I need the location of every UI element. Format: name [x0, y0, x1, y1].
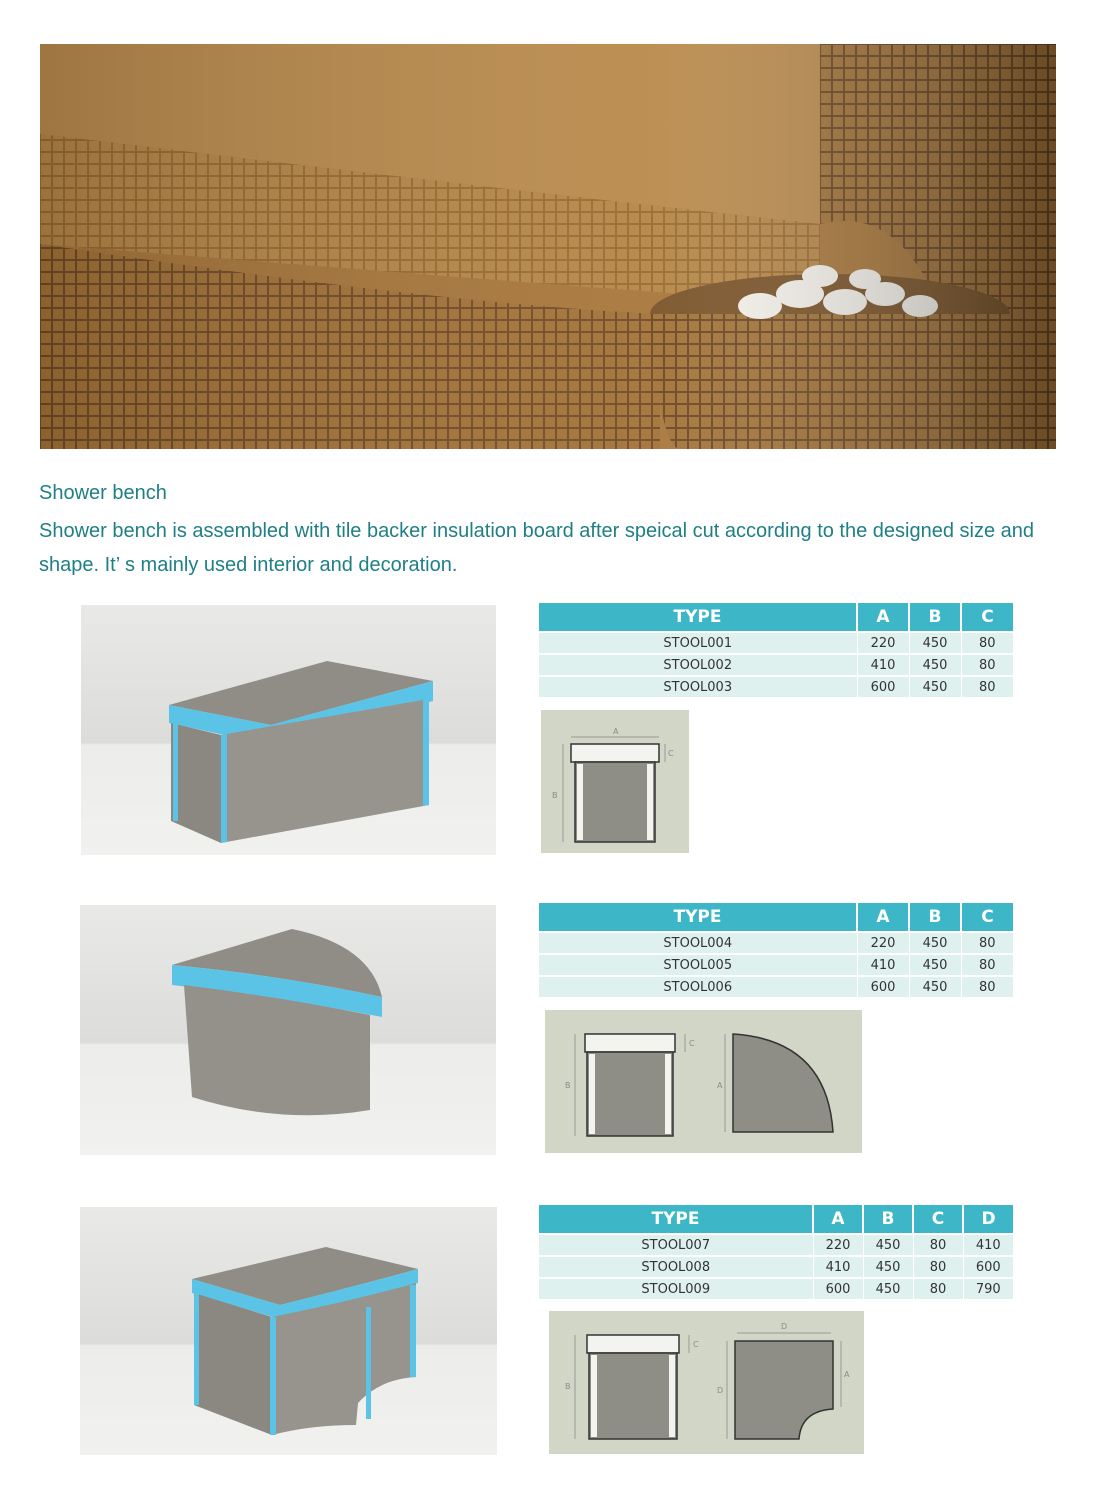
table-row [539, 932, 1013, 954]
header-b: B [909, 903, 961, 932]
header-a: A [857, 603, 909, 632]
header-type: TYPE [539, 903, 857, 932]
table-row [539, 1278, 1013, 1299]
cell-b: 450 [863, 1234, 913, 1256]
cell-c: 80 [913, 1234, 963, 1256]
dim-label-d-top: D [781, 1322, 788, 1331]
cell-c: 80 [913, 1256, 963, 1278]
header-a: A [857, 903, 909, 932]
cell-a: 410 [857, 954, 909, 976]
table-row [539, 654, 1013, 676]
cell-a: 220 [857, 632, 909, 654]
dim-label-c: C [689, 1039, 695, 1048]
cell-b: 450 [909, 632, 961, 654]
cell-b: 450 [909, 676, 961, 697]
table-header-row [539, 1205, 1013, 1234]
cell-type: STOOL005 [539, 954, 857, 976]
section-description: Shower bench is assembled with tile backer insulation board after speical cut according to the designed size and shape. It’ s mainly used interior and decoration. [39, 520, 1035, 576]
dim-label-c: C [668, 749, 674, 758]
dim-label-a: A [613, 727, 619, 736]
dim-label-a: A [717, 1081, 723, 1090]
dim-label-b: B [552, 791, 558, 800]
cell-c: 80 [961, 976, 1013, 997]
table-row [539, 954, 1013, 976]
section-heading: Shower bench [39, 482, 167, 504]
table-header-row [539, 903, 1013, 932]
header-b: B [909, 603, 961, 632]
cell-a: 220 [813, 1234, 863, 1256]
cell-b: 450 [909, 954, 961, 976]
header-a: A [813, 1205, 863, 1234]
cell-type: STOOL008 [539, 1256, 813, 1278]
cell-c: 80 [913, 1278, 963, 1299]
spec-table-2 [539, 903, 1013, 997]
cell-b: 450 [909, 976, 961, 997]
header-c: C [961, 603, 1013, 632]
stool-quarter-round-photo [80, 905, 496, 1155]
cell-a: 600 [813, 1278, 863, 1299]
cell-type: STOOL007 [539, 1234, 813, 1256]
cell-c: 80 [961, 654, 1013, 676]
table-row [539, 976, 1013, 997]
cell-b: 450 [909, 932, 961, 954]
table-row [539, 1234, 1013, 1256]
cell-c: 80 [961, 632, 1013, 654]
dim-label-a: A [844, 1370, 850, 1379]
cell-type: STOOL009 [539, 1278, 813, 1299]
drawing-3 [549, 1311, 864, 1454]
cell-type: STOOL001 [539, 632, 857, 654]
hero-steam-room-photo [40, 44, 1056, 449]
cell-c: 80 [961, 676, 1013, 697]
cell-d: 790 [963, 1278, 1013, 1299]
cell-b: 450 [863, 1256, 913, 1278]
cell-a: 600 [857, 976, 909, 997]
stool-corner-photo [80, 1207, 497, 1455]
header-type: TYPE [539, 1205, 813, 1234]
table-header-row [539, 603, 1013, 632]
cell-d: 410 [963, 1234, 1013, 1256]
cell-type: STOOL002 [539, 654, 857, 676]
spec-table-1 [539, 603, 1013, 697]
cell-type: STOOL004 [539, 932, 857, 954]
dim-label-b: B [565, 1382, 571, 1391]
cell-b: 450 [863, 1278, 913, 1299]
table-row [539, 632, 1013, 654]
cell-b: 450 [909, 654, 961, 676]
header-type: TYPE [539, 603, 857, 632]
header-c: C [913, 1205, 963, 1234]
cell-a: 410 [813, 1256, 863, 1278]
table-row [539, 676, 1013, 697]
spec-table-3 [539, 1205, 1013, 1299]
cell-c: 80 [961, 954, 1013, 976]
cell-type: STOOL006 [539, 976, 857, 997]
header-b: B [863, 1205, 913, 1234]
dim-label-d-side: D [717, 1386, 724, 1395]
stool-rectangular-photo [81, 605, 496, 855]
table-row [539, 1256, 1013, 1278]
drawing-2 [545, 1010, 862, 1153]
header-d: D [963, 1205, 1013, 1234]
dim-label-c: C [693, 1340, 699, 1349]
cell-type: STOOL003 [539, 676, 857, 697]
cell-c: 80 [961, 932, 1013, 954]
cell-a: 410 [857, 654, 909, 676]
drawing-1 [541, 710, 689, 853]
cell-a: 600 [857, 676, 909, 697]
cell-d: 600 [963, 1256, 1013, 1278]
dim-label-b: B [565, 1081, 571, 1090]
header-c: C [961, 903, 1013, 932]
cell-a: 220 [857, 932, 909, 954]
